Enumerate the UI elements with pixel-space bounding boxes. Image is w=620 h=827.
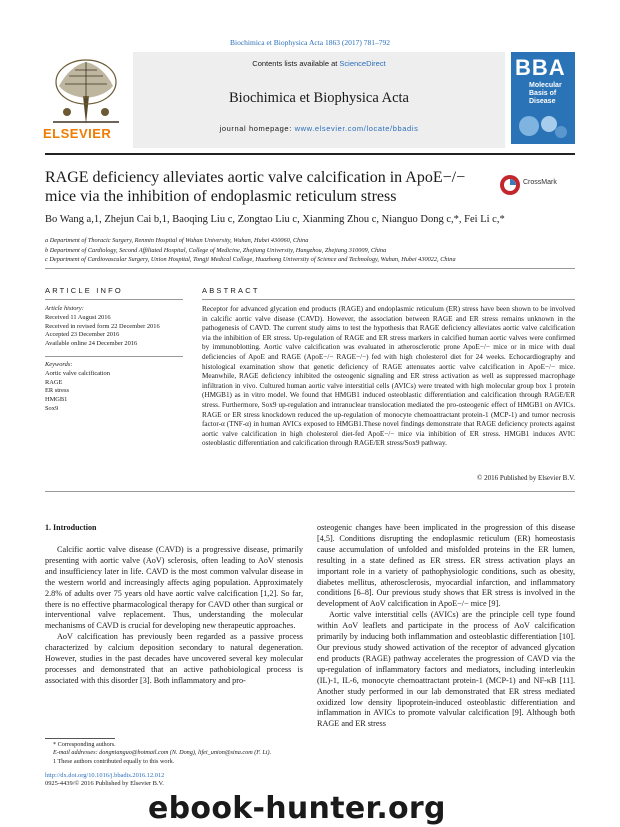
affiliations-divider [45, 268, 575, 269]
elsevier-wordmark: ELSEVIER [43, 126, 112, 141]
affiliations [45, 236, 575, 265]
footnote-corresponding: * Corresponding authors. [53, 741, 116, 748]
history-item: Available online 24 December 2016 [45, 340, 138, 348]
abstract-divider [202, 299, 575, 300]
journal-homepage-line [133, 124, 505, 133]
journal-masthead [45, 52, 575, 148]
homepage-prefix: journal homepage: [219, 124, 295, 133]
body-paragraph: Calcific aortic valve disease (CAVD) is a progressive disease, primarily presenting with aortic valve (AoV) sclerosis, often leading to AoV stenosis and insufficiency later in life. CAVD is the most common valvular disease in the western world and increasingly affects aging population. Approximately 2.8% of adults over 75 years old have aortic valve calcification [1,2]. So far, there is no effective pharmacological therapy for CAVD other than surgical or interventional valve replacement. Thus, understanding the molecular mechanisms of CAVD is crucial for developing new therapeutic approaches. [45, 545, 303, 631]
journal-citation[interactable]: Biochimica et Biophysica Acta 1863 (2017) 781–792 [230, 38, 390, 47]
article-info-heading: ARTICLE INFO [45, 286, 123, 295]
crossmark-icon [499, 174, 521, 196]
affiliation-item: a Department of Thoracic Surgery, Renmin Hospital of Wuhan University, Wuhan, Hubei 430060, China [45, 237, 309, 244]
history-item: Received 11 August 2016 [45, 313, 111, 321]
journal-cover-thumbnail[interactable] [511, 52, 575, 144]
keyword-item: RAGE [45, 378, 63, 386]
keyword-item: ER stress [45, 387, 69, 395]
body-column-right [317, 523, 575, 730]
issn-line: 0925-4439/© 2016 Published by Elsevier B.V. [45, 780, 164, 788]
history-item: Received in revised form 22 December 2016 [45, 322, 160, 330]
keywords-label: Keywords: [45, 361, 73, 368]
footnote-divider [45, 738, 115, 739]
author-list: Bo Wang a,1, Zhejun Cai b,1, Baoqing Liu c, Zongtao Liu c, Xianming Zhou c, Nianguo Dong c,*, Fei Li c,* [45, 214, 505, 225]
abstract-end-divider [45, 491, 575, 492]
footnote-equal-contribution: 1 These authors contributed equally to this work. [53, 757, 175, 765]
affiliation-item: c Department of Cardiovascular Surgery, Union Hospital, Tongji Medical College, Huazhong University of Science and Technology, Wuhan, Hubei 430022, China [45, 256, 456, 264]
footnotes [45, 741, 303, 766]
contents-prefix: Contents lists available at [252, 59, 340, 68]
sciencedirect-link[interactable]: ScienceDirect [339, 59, 386, 68]
journal-name: Biochimica et Biophysica Acta [229, 90, 409, 106]
cover-subtitle-line: Disease [529, 98, 556, 105]
watermark-text: ebook-hunter.org [148, 791, 446, 826]
header-divider [45, 153, 575, 155]
footnote-emails: E-mail addresses: dongnianguo@hotmail.com (N. Dong), lifei_union@sina.com (F. Li). [53, 749, 272, 757]
elsevier-tree-logo [43, 56, 127, 141]
cover-bba-letters: BBA [515, 55, 566, 80]
affiliation-item: b Department of Cardiology, Second Affiliated Hospital, College of Medicine, Zhejiang University, Hangzhou, Zhejiang 310009, China [45, 246, 387, 254]
homepage-link[interactable]: www.elsevier.com/locate/bbadis [294, 124, 419, 133]
introduction-heading: 1. Introduction [45, 523, 97, 532]
tree-icon [45, 56, 127, 126]
cover-subtitle [529, 82, 562, 106]
doi-link[interactable]: http://dx.doi.org/10.1016/j.bbadis.2016.12.012 [45, 772, 165, 779]
doi-block [45, 772, 303, 789]
article-title: RAGE deficiency alleviates aortic valve calcification in ApoE−/− mice via the inhibition of endoplasmic reticulum stress [45, 169, 466, 205]
abstract-heading: ABSTRACT [202, 286, 260, 295]
keyword-item: Aortic valve calcification [45, 369, 110, 377]
copyright-notice: © 2016 Published by Elsevier B.V. [477, 474, 575, 482]
history-item: Accepted 23 December 2016 [45, 331, 120, 339]
history-label: Article history: [45, 305, 84, 312]
contents-available-line [133, 59, 505, 68]
journal-banner [133, 52, 505, 148]
article-info-divider [45, 299, 183, 300]
abstract-text: Receptor for advanced glycation end products (RAGE) and endoplasmic reticulum (ER) stress have been shown to be involved in calcific aortic valve disease (CAVD). However, the association between RAGE and ER stress remains unknown in the pathogenesis of CAVD. The current study aims to test the hypothesis that RAGE deficiency alleviates aortic valve calcification via the inhibition of ER stress. Up-regulation of RAGE and ER stress markers in calcified human aortic valves were confirmed by immunoblotting. Aortic valve calcification was evaluated in atherosclerotic prone ApoE−/− mice or in mice with dual deficiencies of ApoE and RAGE (ApoE−/− RAGE−/−) fed with high cholesterol diet for 24 weeks. Echocardiography and histological examination show that genetic deficiency of RAGE attenuates aortic valve calcification in ApoE−/− mice. Meanwhile, RAGE deficiency inhibited the osteogenic signaling and ER stress activation as well as suppressed macrophage infiltration in vivo. Cultured human aortic valve interstitial cells (AVICs) were treated with high molecular group box 1 protein (HMGB1) as in vitro model. We found that HMGB1 induced osteoblastic differentiation and calcification through RAGE/ER stress. Furthermore, Sox9 up-regulation and intranuclear translocation mediated the pro-osteogenic effect of HMGB1 on AVICs. RAGE or ER stress knockdown reduced the up-regulation of monocyte chemoattractant protein-1 (MCP-1) and tumor necrosis factor-α (TNF-α) in human AVICs exposed to HMGB1.These novel findings demonstrate that RAGE deficiency protects against aortic valve calcification in high cholesterol diet-fed ApoE−/− mice via inhibition of ER stress. HMGB1 induces AVIC osteoblastic differentiation and calcification through RAGE/ER stress/Sox9 pathway. [202, 305, 575, 448]
cover-subtitle-line: Basis of [529, 90, 557, 97]
cover-subtitle-line: Molecular [529, 82, 562, 89]
crossmark-badge[interactable] [499, 173, 569, 197]
keywords-list [45, 361, 183, 414]
body-column-left [45, 545, 303, 687]
article-history [45, 305, 183, 349]
keyword-item: Sox9 [45, 404, 59, 412]
body-paragraph: AoV calcification has previously been regarded as a passive process characterized by calcium deposition secondary to natural degeneration. However, studies in the past decades have uncovered several key molecular processes and demonstrated that an active pathobiological process is associated with this disorder [3]. Both inflammatory and pro- [45, 632, 303, 685]
crossmark-label: CrossMark [523, 179, 557, 186]
keyword-item: HMGB1 [45, 396, 68, 404]
cover-molecule-icon [515, 112, 571, 140]
body-paragraph: osteogenic changes have been implicated in the progression of this disease [4,5]. Conditions disrupting the endoplasmic reticulum (ER) homeostasis cause accumulation of unfolded and misfolded proteins in the ER lumen, resulting in a state defined as ER stress. ER stress activation plays an important role in a variety of pathophysiologic conditions, such as obesity, diabetes mellitus, atherosclerosis, myocardial infarction, and inflammatory conditions [6–8]. Our previous study shows that ER stress is involved in the development of AoV calcification in ApoE−/− mice [9]. [317, 523, 575, 609]
keywords-divider [45, 356, 183, 357]
body-paragraph: Aortic valve interstitial cells (AVICs) are the principle cell type found within AoV leaflets and participate in the process of AoV calcification primarily by inducing both inflammation and osteoblastic differentiation [10]. Our previous study showed activation of the receptor of advanced glycation end products (RAGE) pathway accelerates the progression of CAVD via the up-regulation of inflammatory factors and mediators, including interleukin (IL)-1, IL-6, monocyte chemoattractant protein-1 (MCP-1) and NF-κB [11]. Another study performed in our lab demonstrated that ER stress mediated oxidized low density lipoprotein-induced osteoblastic differentiation and inflammation in AVICs to promote valvular calcification [9]. Although both RAGE and ER stress [317, 610, 575, 729]
